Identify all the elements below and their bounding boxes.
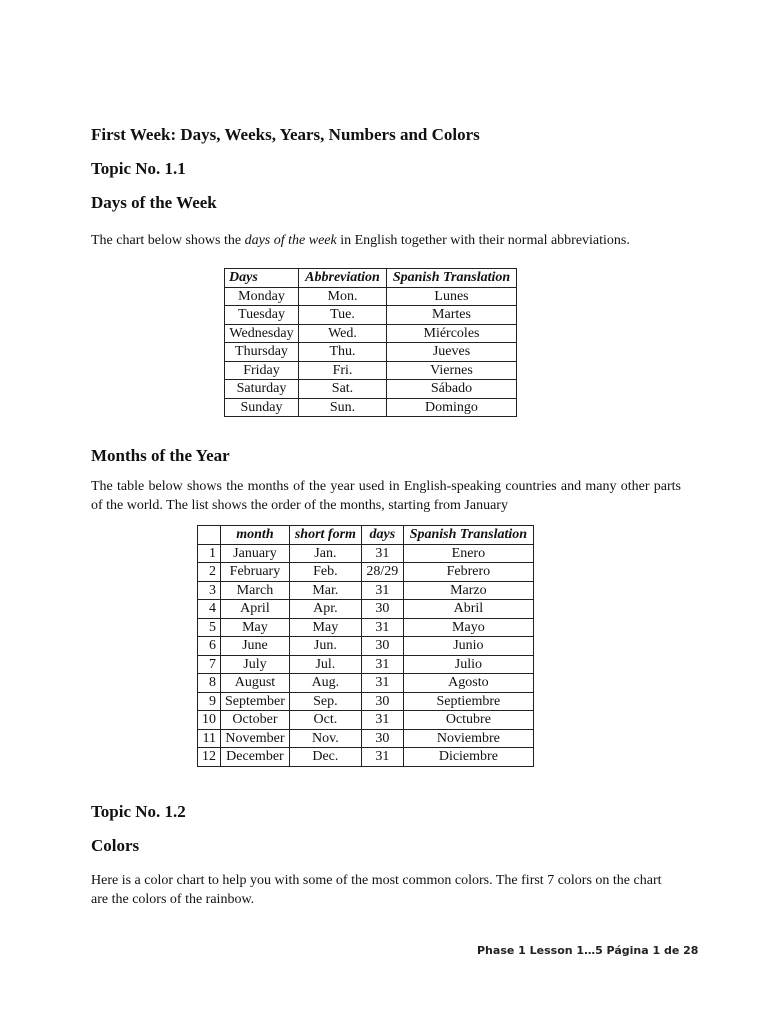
table-cell: February xyxy=(221,563,290,582)
table-cell: June xyxy=(221,637,290,656)
table-row xyxy=(198,600,534,619)
table-cell: Mon. xyxy=(299,287,387,306)
document-title: First Week: Days, Weeks, Years, Numbers and Colors xyxy=(91,125,480,144)
table-row xyxy=(225,324,517,343)
topic-1-heading: Topic No. 1.1 xyxy=(91,159,186,178)
table-cell: Nov. xyxy=(289,729,361,748)
days-table-body xyxy=(225,287,517,417)
table-row xyxy=(198,618,534,637)
table-cell: July xyxy=(221,655,290,674)
table-cell: January xyxy=(221,544,290,563)
document-page xyxy=(91,124,681,909)
table-cell: March xyxy=(221,581,290,600)
table-cell: 8 xyxy=(198,674,221,693)
table-row xyxy=(198,563,534,582)
table-cell: 30 xyxy=(361,637,403,656)
table-cell: May xyxy=(289,618,361,637)
table-cell: Thursday xyxy=(225,343,299,362)
table-cell: Monday xyxy=(225,287,299,306)
spanish-col-header: Spanish Translation xyxy=(387,269,517,288)
table-cell: Oct. xyxy=(289,711,361,730)
table-row xyxy=(198,729,534,748)
table-cell: 9 xyxy=(198,692,221,711)
days-table-header-row xyxy=(225,269,517,288)
table-cell: Diciembre xyxy=(403,748,533,767)
table-cell: Wednesday xyxy=(225,324,299,343)
table-cell: December xyxy=(221,748,290,767)
table-cell: 5 xyxy=(198,618,221,637)
table-cell: 31 xyxy=(361,748,403,767)
table-cell: 30 xyxy=(361,600,403,619)
table-cell: October xyxy=(221,711,290,730)
colors-intro-paragraph: Here is a color chart to help you with some of the most common colors. The first 7 colors on the chart are the colors of the rainbow. xyxy=(91,872,662,907)
table-row xyxy=(198,674,534,693)
spanish-col-header: Spanish Translation xyxy=(403,526,533,545)
table-row xyxy=(225,306,517,325)
table-cell: Tuesday xyxy=(225,306,299,325)
table-cell: Domingo xyxy=(387,398,517,417)
abbreviation-col-header: Abbreviation xyxy=(299,269,387,288)
table-row xyxy=(198,544,534,563)
table-cell: Mayo xyxy=(403,618,533,637)
table-cell: 31 xyxy=(361,711,403,730)
table-cell: 28/29 xyxy=(361,563,403,582)
table-row xyxy=(225,361,517,380)
table-cell: Enero xyxy=(403,544,533,563)
table-cell: 30 xyxy=(361,692,403,711)
table-cell: 6 xyxy=(198,637,221,656)
table-cell: 31 xyxy=(361,655,403,674)
table-cell: Saturday xyxy=(225,380,299,399)
colors-heading: Colors xyxy=(91,835,140,855)
table-cell: Agosto xyxy=(403,674,533,693)
months-table xyxy=(197,525,534,767)
table-cell: Septiembre xyxy=(403,692,533,711)
table-cell: Feb. xyxy=(289,563,361,582)
table-cell: Mar. xyxy=(289,581,361,600)
table-cell: Martes xyxy=(387,306,517,325)
number-col-header xyxy=(198,526,221,545)
month-col-header: month xyxy=(221,526,290,545)
table-cell: 2 xyxy=(198,563,221,582)
days-table xyxy=(224,268,517,417)
days-intro-emphasis: days of the week xyxy=(244,233,337,248)
table-cell: Sat. xyxy=(299,380,387,399)
table-cell: 30 xyxy=(361,729,403,748)
days-count-col-header: days xyxy=(361,526,403,545)
table-cell: Aug. xyxy=(289,674,361,693)
table-cell: Friday xyxy=(225,361,299,380)
table-cell: Noviembre xyxy=(403,729,533,748)
table-row xyxy=(225,287,517,306)
table-cell: Jueves xyxy=(387,343,517,362)
table-cell: Miércoles xyxy=(387,324,517,343)
table-cell: Viernes xyxy=(387,361,517,380)
table-row xyxy=(198,655,534,674)
days-intro-paragraph xyxy=(91,231,681,250)
table-cell: Lunes xyxy=(387,287,517,306)
table-cell: Abril xyxy=(403,600,533,619)
table-cell: 1 xyxy=(198,544,221,563)
table-cell: 31 xyxy=(361,618,403,637)
table-row xyxy=(225,398,517,417)
table-cell: April xyxy=(221,600,290,619)
table-cell: Sun. xyxy=(299,398,387,417)
days-intro-text-2: in English together with their normal abbreviations. xyxy=(336,233,630,248)
table-cell: Jun. xyxy=(289,637,361,656)
table-row xyxy=(198,581,534,600)
table-cell: Dec. xyxy=(289,748,361,767)
table-cell: 31 xyxy=(361,544,403,563)
months-table-header-row xyxy=(198,526,534,545)
table-cell: Junio xyxy=(403,637,533,656)
table-cell: Julio xyxy=(403,655,533,674)
table-row xyxy=(198,637,534,656)
table-cell: May xyxy=(221,618,290,637)
table-cell: Thu. xyxy=(299,343,387,362)
table-cell: 4 xyxy=(198,600,221,619)
table-cell: Jan. xyxy=(289,544,361,563)
table-cell: 11 xyxy=(198,729,221,748)
table-cell: Marzo xyxy=(403,581,533,600)
months-table-body xyxy=(198,544,534,766)
days-intro-text-1: The chart below shows the xyxy=(91,233,245,248)
table-row xyxy=(198,711,534,730)
table-row xyxy=(225,380,517,399)
table-cell: August xyxy=(221,674,290,693)
table-cell: 3 xyxy=(198,581,221,600)
table-cell: 7 xyxy=(198,655,221,674)
short-form-col-header: short form xyxy=(289,526,361,545)
topic-2-heading: Topic No. 1.2 xyxy=(91,801,186,821)
table-cell: Wed. xyxy=(299,324,387,343)
months-of-year-heading: Months of the Year xyxy=(91,446,230,465)
table-cell: September xyxy=(221,692,290,711)
table-cell: 31 xyxy=(361,581,403,600)
table-cell: Fri. xyxy=(299,361,387,380)
table-cell: Tue. xyxy=(299,306,387,325)
table-cell: November xyxy=(221,729,290,748)
table-row xyxy=(198,748,534,767)
table-cell: Jul. xyxy=(289,655,361,674)
table-row xyxy=(198,692,534,711)
table-cell: 10 xyxy=(198,711,221,730)
table-cell: Febrero xyxy=(403,563,533,582)
days-of-week-heading: Days of the Week xyxy=(91,193,217,212)
table-cell: Octubre xyxy=(403,711,533,730)
table-cell: 12 xyxy=(198,748,221,767)
table-cell: Apr. xyxy=(289,600,361,619)
table-row xyxy=(225,343,517,362)
months-intro-paragraph: The table below shows the months of the year used in English-speaking countries and many other parts of the world. The list shows the order of the months, starting from January xyxy=(91,479,681,513)
page-footer: Phase 1 Lesson 1…5 Página 1 de 28 xyxy=(477,944,699,957)
table-cell: Sábado xyxy=(387,380,517,399)
table-cell: 31 xyxy=(361,674,403,693)
table-cell: Sunday xyxy=(225,398,299,417)
days-col-header: Days xyxy=(225,269,299,288)
table-cell: Sep. xyxy=(289,692,361,711)
